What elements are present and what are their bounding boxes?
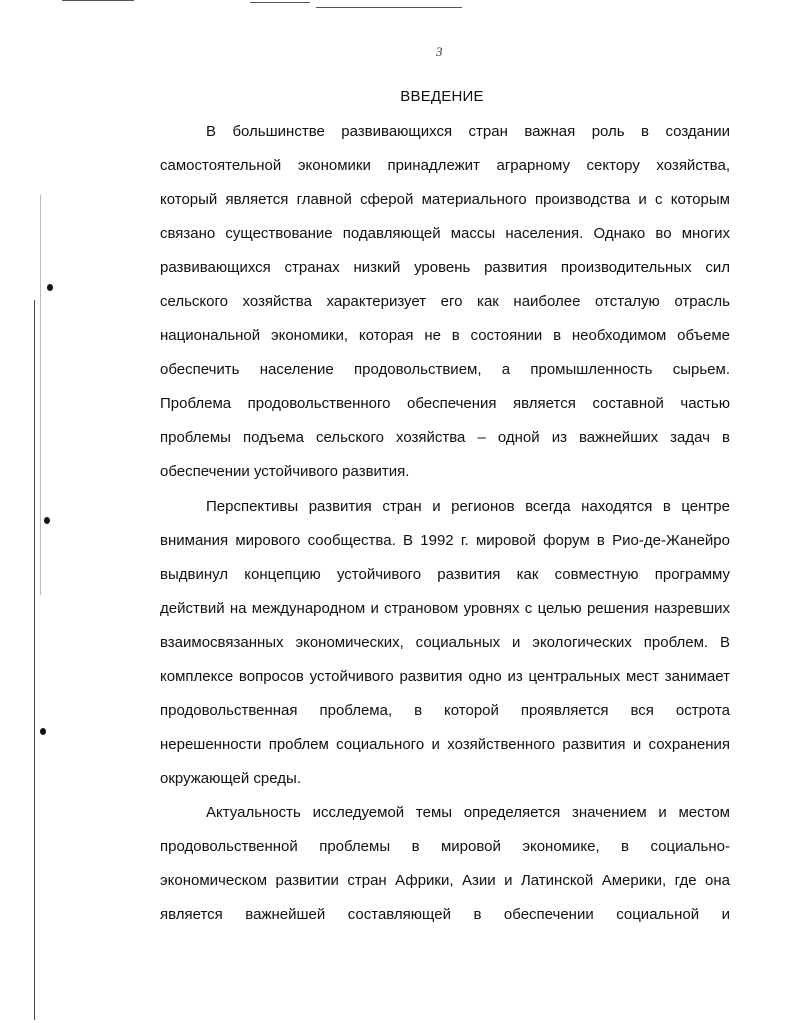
text-line: нерешенности проблем социального и хозяйственного развития и сохранения xyxy=(160,736,730,753)
text-line: проблемы подъема сельского хозяйства – одной из важнейших задач в xyxy=(160,429,730,446)
text-line: национальной экономики, которая не в состоянии в необходимом объеме xyxy=(160,327,730,344)
page-number: 3 xyxy=(436,44,443,59)
scan-artifact-line xyxy=(316,7,462,8)
paragraph-1 xyxy=(160,115,730,489)
paragraph-3 xyxy=(160,796,730,932)
text-line: обеспечении устойчивого развития. xyxy=(160,463,410,480)
text-line: комплексе вопросов устойчивого развития одно из центральных мест занимает xyxy=(160,668,730,685)
text-line: связано существование подавляющей массы населения. Однако во многих xyxy=(160,225,730,242)
text-line: В большинстве развивающихся стран важная роль в создании xyxy=(206,123,730,140)
text-line: является важнейшей составляющей в обеспечении социальной и xyxy=(160,906,730,923)
text-line: окружающей среды. xyxy=(160,770,301,787)
binding-hole-mark xyxy=(47,284,53,291)
text-line: продовольственной проблемы в мировой экономике, в социально- xyxy=(160,838,730,855)
text-line: самостоятельной экономики принадлежит аграрному сектору хозяйства, xyxy=(160,157,730,174)
text-line: экономическом развитии стран Африки, Азии и Латинской Америки, где она xyxy=(160,872,730,889)
text-line: Перспективы развития стран и регионов всегда находятся в центре xyxy=(206,498,730,515)
binding-hole-mark xyxy=(44,517,50,524)
margin-rule xyxy=(40,195,41,595)
text-line: действий на международном и страновом уровнях с целью решения назревших xyxy=(160,600,730,617)
text-line: который является главной сферой материального производства и с которым xyxy=(160,191,730,208)
text-line: Проблема продовольственного обеспечения является составной частью xyxy=(160,395,730,412)
text-line: обеспечить население продовольствием, а промышленность сырьем. xyxy=(160,361,730,378)
binding-hole-mark xyxy=(40,728,46,735)
text-line: Актуальность исследуемой темы определяется значением и местом xyxy=(206,804,730,821)
margin-rule xyxy=(34,300,35,1020)
text-line: продовольственная проблема, в которой проявляется вся острота xyxy=(160,702,730,719)
page-title: ВВЕДЕНИЕ xyxy=(400,88,484,105)
paragraph-2 xyxy=(160,490,730,796)
scan-artifact-line xyxy=(250,2,310,3)
text-line: выдвинул концепцию устойчивого развития как совместную программу xyxy=(160,566,730,583)
text-line: взаимосвязанных экономических, социальных и экологических проблем. В xyxy=(160,634,730,651)
text-line: внимания мирового сообщества. В 1992 г. мировой форум в Рио-де-Жанейро xyxy=(160,532,730,549)
scan-artifact-line xyxy=(62,0,134,1)
text-line: развивающихся странах низкий уровень развития производительных сил xyxy=(160,259,730,276)
text-line: сельского хозяйства характеризует его как наиболее отсталую отрасль xyxy=(160,293,730,310)
